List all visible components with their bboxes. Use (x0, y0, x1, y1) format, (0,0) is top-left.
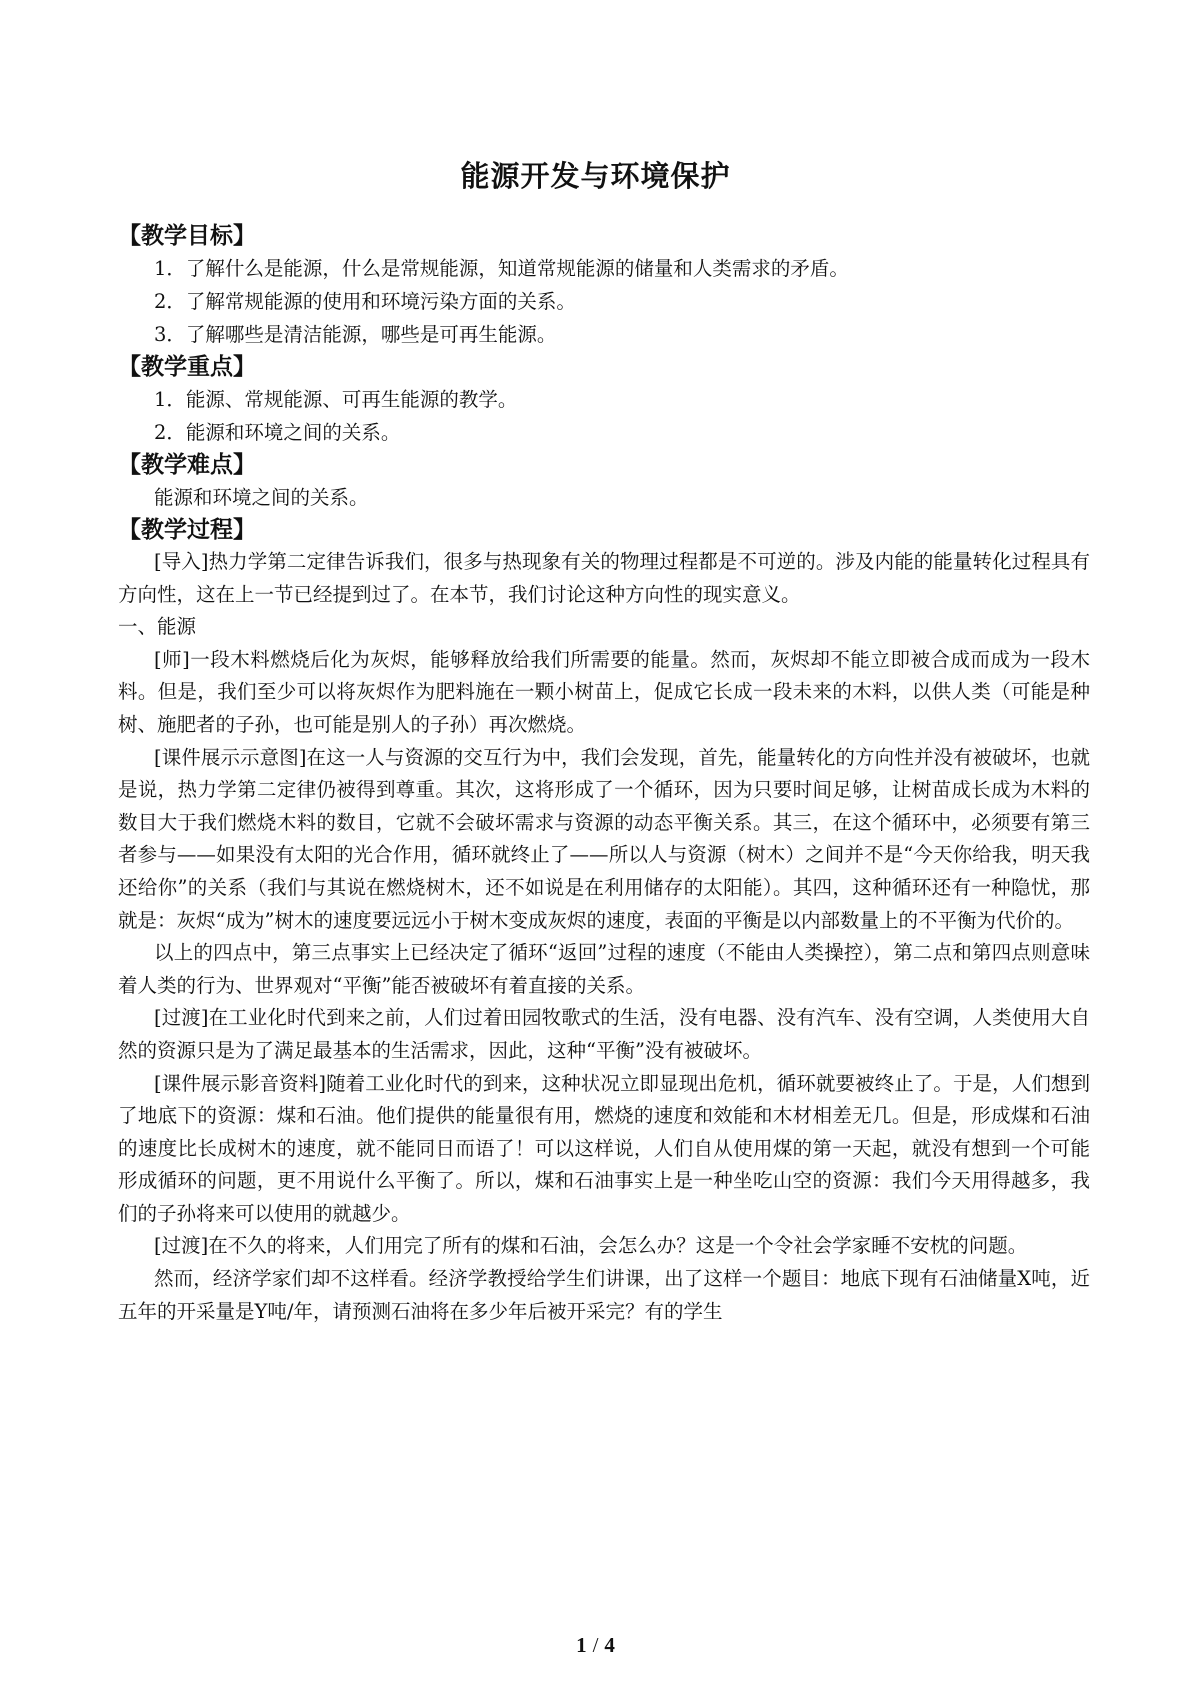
section-heading-goals: 【教学目标】 (118, 223, 256, 249)
page-title: 能源开发与环境保护 (460, 159, 731, 193)
section-heading-key-points: 【教学重点】 (118, 354, 256, 380)
section-heading-process: 【教学过程】 (118, 517, 256, 543)
list-item: 1．能源、常规能源、可再生能源的教学。 (154, 388, 518, 411)
paragraph: [过渡]在不久的将来，人们用完了所有的煤和石油，会怎么办？这是一个令社会学家睡不安枕的问题。 (154, 1234, 1028, 1258)
section-heading-difficulties: 【教学难点】 (118, 452, 256, 478)
section-goals (118, 220, 1090, 351)
section-difficulties (118, 449, 1090, 514)
page-separator: / (592, 1633, 599, 1657)
list-item: 1．了解什么是能源，什么是常规能源，知道常规能源的储量和人类需求的矛盾。 (154, 257, 849, 280)
paragraph: [课件展示示意图]在这一人与资源的交互行为中，我们会发现，首先，能量转化的方向性并没有被破坏，也就是说，热力学第二定律仍被得到尊重。其次，这将形成了一个循环，因为只要时间足够，让树苗成长成为木料的数目大于我们燃烧木料的数目，它就不会破坏需求与资源的动态平衡关系。其三，在这个循环中，必须要有第三者参与——如果没有太阳的光合作用，循环就终止了——所以人与资源（树木）之间并不是“今天你给我，明天我还给你”的关系（我们与其说在燃烧树木，还不如说是在利用储存的太阳能）。其四，这种循环还有一种隐忧，那就是：灰烬“成为”树木的速度要远远小于树木变成灰烬的速度，表面的平衡是以内部数量上的不平衡为代价的。 (118, 745, 1090, 932)
paragraph: 然而，经济学家们却不这样看。经济学教授给学生们讲课，出了这样一个题目：地底下现有石油储量X吨，近五年的开采量是Y吨/年，请预测石油将在多少年后被开采完？有的学生 (118, 1267, 1090, 1323)
subheading-energy: 一、能源 (118, 615, 197, 639)
paragraph: [师]一段木料燃烧后化为灰烬，能够释放给我们所需要的能量。然而，灰烬却不能立即被合成而成为一段木料。但是，我们至少可以将灰烬作为肥料施在一颗小树苗上，促成它长成一段未来的木料，以供人类（可能是种树、施肥者的子孙，也可能是别人的子孙）再次燃烧。 (118, 647, 1090, 736)
current-page-number: 1 (576, 1633, 587, 1657)
paragraph: 以上的四点中，第三点事实上已经决定了循环“返回”过程的速度（不能由人类操控），第二点和第四点则意味着人类的行为、世界观对“平衡”能否被破坏有着直接的关系。 (118, 941, 1090, 997)
section-key-points (118, 351, 1090, 449)
list-item: 3．了解哪些是清洁能源，哪些是可再生能源。 (154, 323, 557, 346)
list-item: 2．了解常规能源的使用和环境污染方面的关系。 (154, 290, 576, 313)
paragraph: [课件展示影音资料]随着工业化时代的到来，这种状况立即显现出危机，循环就要被终止了。于是，人们想到了地底下的资源：煤和石油。他们提供的能量很有用，燃烧的速度和效能和木材相差无几。但是，形成煤和石油的速度比长成树木的速度，就不能同日而语了！可以这样说，人们自从使用煤的第一天起，就没有想到一个可能形成循环的问题，更不用说什么平衡了。所以，煤和石油事实上是一种坐吃山空的资源：我们今天用得越多，我们的子孙将来可以使用的就越少。 (118, 1071, 1090, 1225)
document-body (118, 220, 1090, 1328)
list-item: 能源和环境之间的关系。 (154, 486, 369, 509)
paragraph: [过渡]在工业化时代到来之前，人们过着田园牧歌式的生活，没有电器、没有汽车、没有空调，人类使用大自然的资源只是为了满足最基本的生活需求，因此，这种“平衡”没有被破坏。 (118, 1006, 1090, 1062)
paragraph-intro: [导入]热力学第二定律告诉我们，很多与热现象有关的物理过程都是不可逆的。涉及内能的能量转化过程具有方向性，这在上一节已经提到过了。在本节，我们讨论这种方向性的现实意义。 (118, 550, 1090, 606)
total-pages-number: 4 (604, 1633, 615, 1657)
list-item: 2．能源和环境之间的关系。 (154, 421, 401, 444)
section-process (118, 514, 1090, 1328)
page-number (0, 1632, 1191, 1658)
